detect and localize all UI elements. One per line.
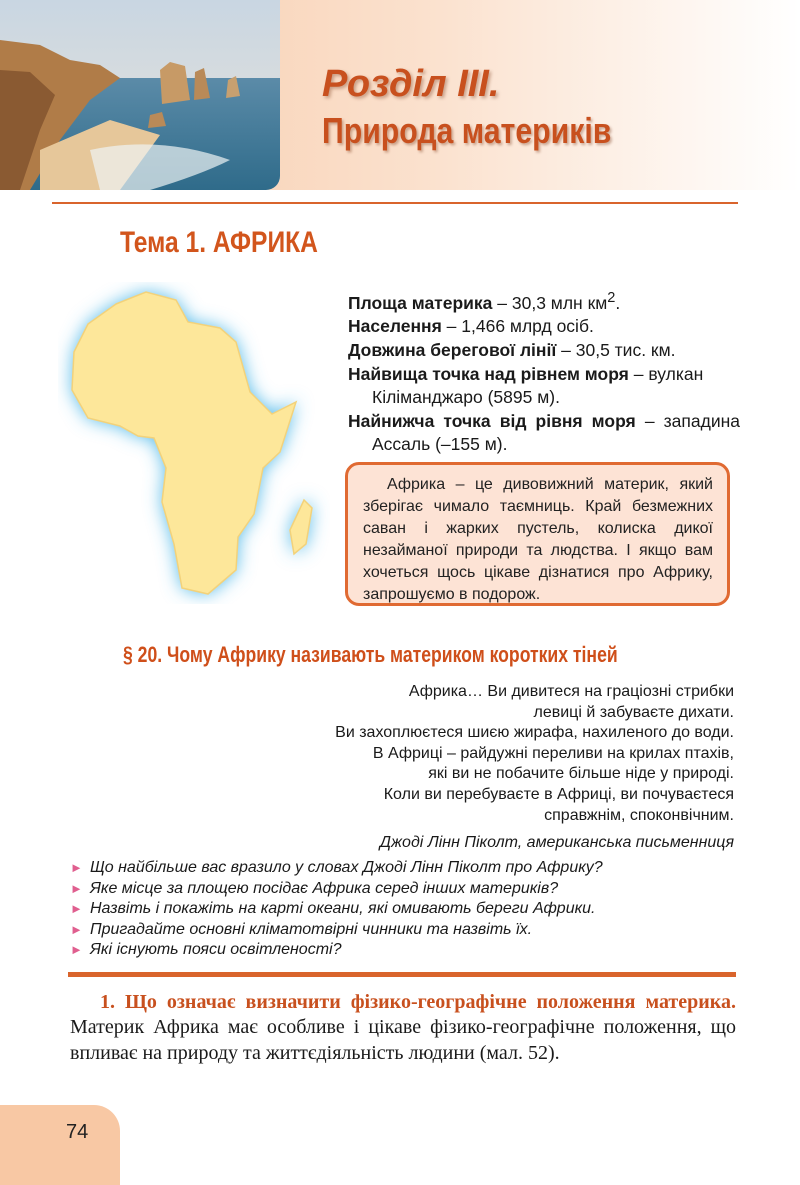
fact-lowest	[348, 410, 740, 457]
fact-area-label: Площа материка	[348, 292, 493, 313]
coastal-cliffs-photo	[0, 0, 280, 190]
continent-facts	[348, 287, 740, 457]
header-divider	[52, 202, 738, 204]
page-number: 74	[66, 1121, 89, 1143]
fact-coastline-value: – 30,5 тис. км.	[556, 340, 676, 361]
fact-population-value: – 1,466 млрд осіб.	[441, 316, 594, 337]
question-text: Пригадайте основні кліматотвірні чинники та назвіть їх.	[90, 920, 533, 938]
question-text: Які існують пояси освітленості?	[90, 941, 342, 959]
body-paragraph	[70, 990, 736, 1066]
fact-coastline-label: Довжина берегової лінії	[348, 340, 557, 361]
fact-area-value: – 30,3 млн км	[492, 292, 608, 313]
list-item	[70, 899, 750, 920]
page-number-tab	[0, 1105, 120, 1185]
triangle-bullet-icon: ►	[70, 942, 83, 958]
fact-highest-label: Найвища точка над рівнем моря	[348, 363, 629, 384]
triangle-bullet-icon: ►	[70, 901, 83, 917]
fact-population-label: Населення	[348, 316, 442, 337]
triangle-bullet-icon: ►	[70, 860, 83, 875]
fact-highest-cont: Кіліманджаро (5895 м).	[372, 387, 560, 408]
fact-area-end: .	[615, 292, 621, 313]
question-list	[70, 858, 750, 961]
quote-line: Коли ви перебуваєте в Африці, ви почуваєтеся	[383, 785, 734, 803]
list-item	[70, 920, 750, 941]
fact-highest	[348, 363, 740, 387]
section-title: § 20. Чому Африку називають материком коротких тіней	[123, 642, 618, 667]
question-text: Назвіть і покажіть на карті океани, які омивають береги Африки.	[90, 900, 596, 918]
list-item	[70, 879, 750, 900]
intro-box	[345, 462, 730, 606]
fact-lowest-label: Найнижча точка від рівня моря	[348, 410, 636, 431]
quote-author: Джоді Лінн Піколт, американська письменниця	[379, 834, 734, 852]
fact-population	[348, 315, 740, 339]
quote-line: Ви захоплюєтеся шиєю жирафа, нахиленого до води.	[335, 724, 734, 742]
chapter-number: Розділ ІІІ.	[322, 63, 500, 105]
topic-title: Тема 1. АФРИКА	[120, 226, 318, 259]
paragraph-body: Материк Африка має особливе і цікаве фізико-географічне положення, що впливає на природу та життєдіяльність людини (мал. 52).	[70, 1016, 736, 1064]
fact-highest-value: – вулкан	[628, 363, 704, 384]
question-text: Що найбільше вас вразило у словах Джоді Лінн Піколт про Африку?	[90, 859, 603, 876]
epigraph-quote	[264, 682, 734, 854]
fact-lowest-value: – западина Ассаль (–155 м).	[372, 410, 740, 455]
fact-area	[348, 287, 740, 315]
quote-line: Африка… Ви дивитеся на граціозні стрибки	[408, 683, 734, 700]
quote-line: левиці й забуваєте дихати.	[533, 703, 734, 721]
quote-line: В Африці – райдужні переливи на крилах птахів,	[372, 744, 734, 762]
question-text: Яке місце за площею посідає Африка серед інших материків?	[90, 879, 559, 897]
list-item	[70, 940, 750, 961]
triangle-bullet-icon: ►	[70, 921, 83, 937]
triangle-bullet-icon: ►	[70, 880, 83, 896]
quote-line: які ви не побачите більше ніде у природі.	[428, 765, 734, 783]
africa-map	[58, 282, 330, 604]
section-divider	[68, 972, 736, 977]
paragraph-lead: 1. Що означає визначити фізико-географічне положення материка.	[100, 991, 736, 1013]
chapter-title: Природа материків	[322, 110, 612, 151]
list-item	[70, 858, 750, 879]
quote-line: справжнім, споконвічним.	[544, 806, 734, 824]
fact-coastline	[348, 339, 740, 363]
fact-area-sup: 2	[607, 290, 616, 306]
chapter-heading	[322, 60, 666, 154]
intro-text: Африка – це дивовижний материк, який зберігає чимало таємниць. Край безмежних саван і жарких пустель, колиска дикої незайманої природи та людства. І якщо вам хочеться щось цікаве дізнатися про Африку, запрошуємо в подорож.	[363, 476, 713, 603]
